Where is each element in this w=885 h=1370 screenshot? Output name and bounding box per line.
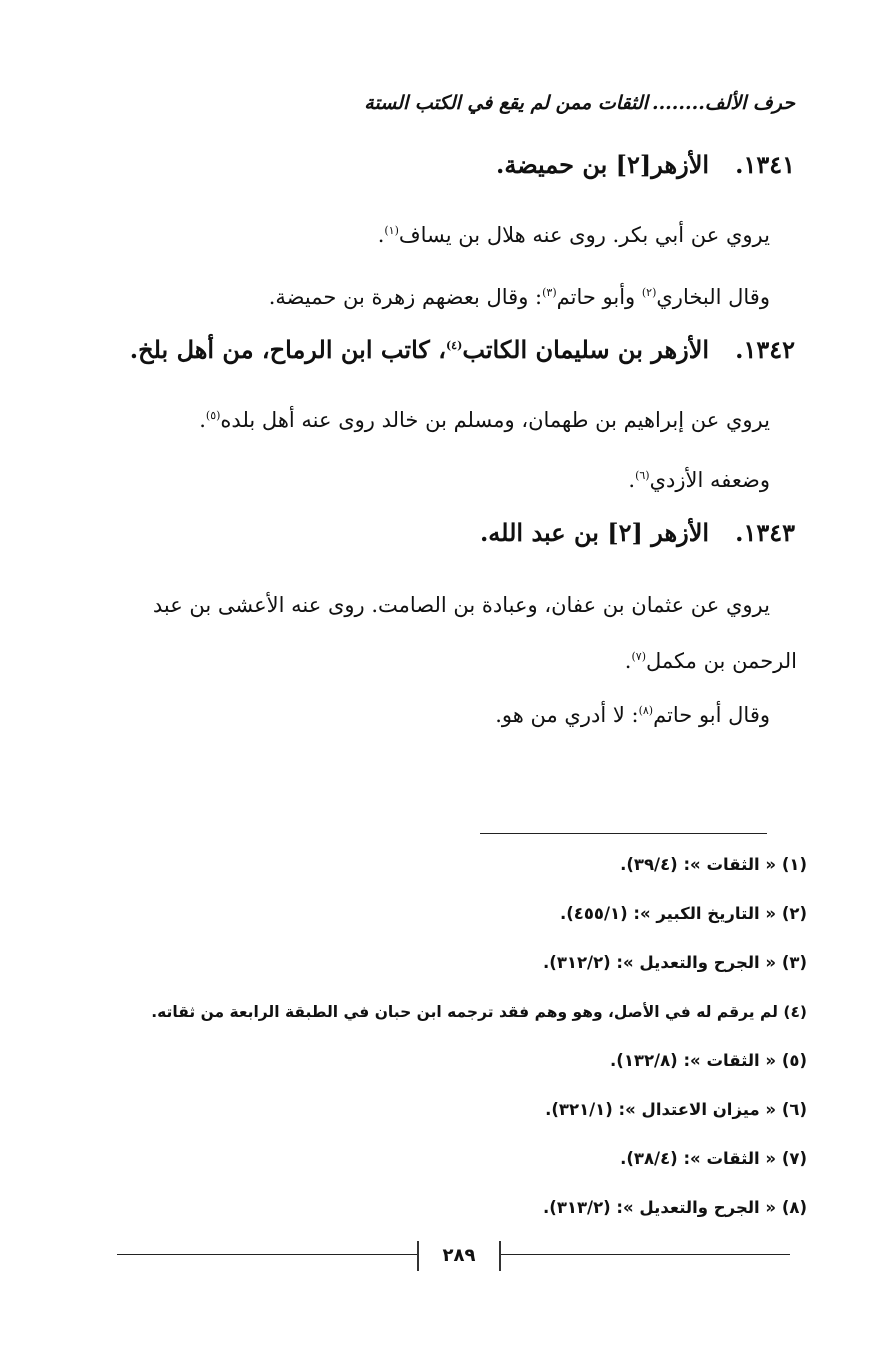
footnote: (٨) « الجرح والتعديل »: (٣١٣/٢). (543, 1198, 807, 1217)
paragraph-text: وقال أبو حاتم (653, 703, 770, 727)
paragraph-text: يروي عن عثمان بن عفان، وعبادة بن الصامت. روى عنه الأعشى بن عبد (152, 593, 770, 617)
footnote: (٦) « ميزان الاعتدال »: (٣٢١/١). (545, 1100, 807, 1119)
entry-paragraph (199, 390, 770, 446)
entry-name-tail: ، كاتب ابن الرماح، من أهل بلخ. (129, 335, 446, 364)
footnote-divider (480, 833, 767, 834)
entry-paragraph (628, 450, 770, 506)
footnote-ref: (١) (384, 224, 399, 237)
footnote-ref: (٢) (641, 286, 657, 299)
entry-paragraph (378, 205, 770, 261)
paragraph-tail: . (624, 649, 632, 673)
footnote: (٥) « الثقات »: (١٣٢/٨). (610, 1051, 807, 1070)
running-head (145, 92, 795, 114)
paragraph-mid: وأبو حاتم (556, 285, 642, 309)
paragraph-tail: : وقال بعضهم زهرة بن حميضة. (268, 285, 543, 309)
entry-paragraph (107, 579, 797, 687)
paragraph-tail: . (377, 223, 385, 247)
footnote-ref: (٦) (635, 469, 650, 482)
paragraph-continuation (107, 631, 797, 687)
page-number: ٢٨٩ (417, 1241, 501, 1271)
entry-name: الأزهر بن سليمان الكاتب (462, 335, 710, 364)
entry-name: الأزهر [٢] بن عبد الله. (479, 518, 710, 547)
entry-number: ١٣٤٣. (735, 518, 795, 547)
paragraph-text: وضعفه الأزدي (649, 468, 770, 492)
entry-name: الأزهر[٢] بن حميضة. (495, 150, 710, 179)
footnote: (١) « الثقات »: (٣٩/٤). (620, 855, 807, 874)
paragraph-cont-text: الرحمن بن مكمل (646, 649, 797, 673)
footnote: (٣) « الجرح والتعديل »: (٣١٢/٢). (543, 953, 807, 972)
paragraph-tail: . (199, 408, 206, 432)
footnote-ref: (٤) (445, 339, 463, 352)
entry-heading (130, 335, 795, 364)
footnote-ref: (٣) (542, 286, 557, 299)
entry-paragraph (495, 685, 770, 741)
entry-heading (480, 518, 795, 547)
paragraph-text: يروي عن أبي بكر. روى عنه هلال بن يساف (398, 223, 770, 247)
entry-number: ١٣٤٢. (735, 335, 795, 364)
paragraph-tail: . (628, 468, 636, 492)
footnote-ref: (٨) (638, 704, 654, 717)
footnote: (٤) لم يرقم له في الأصل، وهو وهم فقد ترجمه ابن حبان في الطبقة الرابعة من ثقاته. (151, 1003, 807, 1021)
entry-heading (496, 150, 795, 179)
book-title: الثقات ممن لم يقع في الكتب الستة (364, 92, 648, 114)
paragraph-text: وقال البخاري (656, 285, 770, 309)
header-dots: ........ (651, 92, 705, 114)
chapter-letter: حرف الألف (704, 92, 795, 114)
footnote: (٧) « الثقات »: (٣٨/٤). (620, 1149, 807, 1168)
footnote-ref: (٥) (205, 409, 221, 422)
paragraph-tail: : لا أدري من هو. (495, 703, 639, 727)
paragraph-text: يروي عن إبراهيم بن طهمان، ومسلم بن خالد روى عنه أهل بلده (220, 408, 770, 432)
footnote: (٢) « التاريخ الكبير »: (٤٥٥/١). (559, 904, 807, 923)
entry-paragraph (269, 267, 770, 323)
entry-number: ١٣٤١. (735, 150, 795, 179)
footnote-ref: (٧) (631, 650, 646, 663)
footnotes (87, 845, 807, 1237)
